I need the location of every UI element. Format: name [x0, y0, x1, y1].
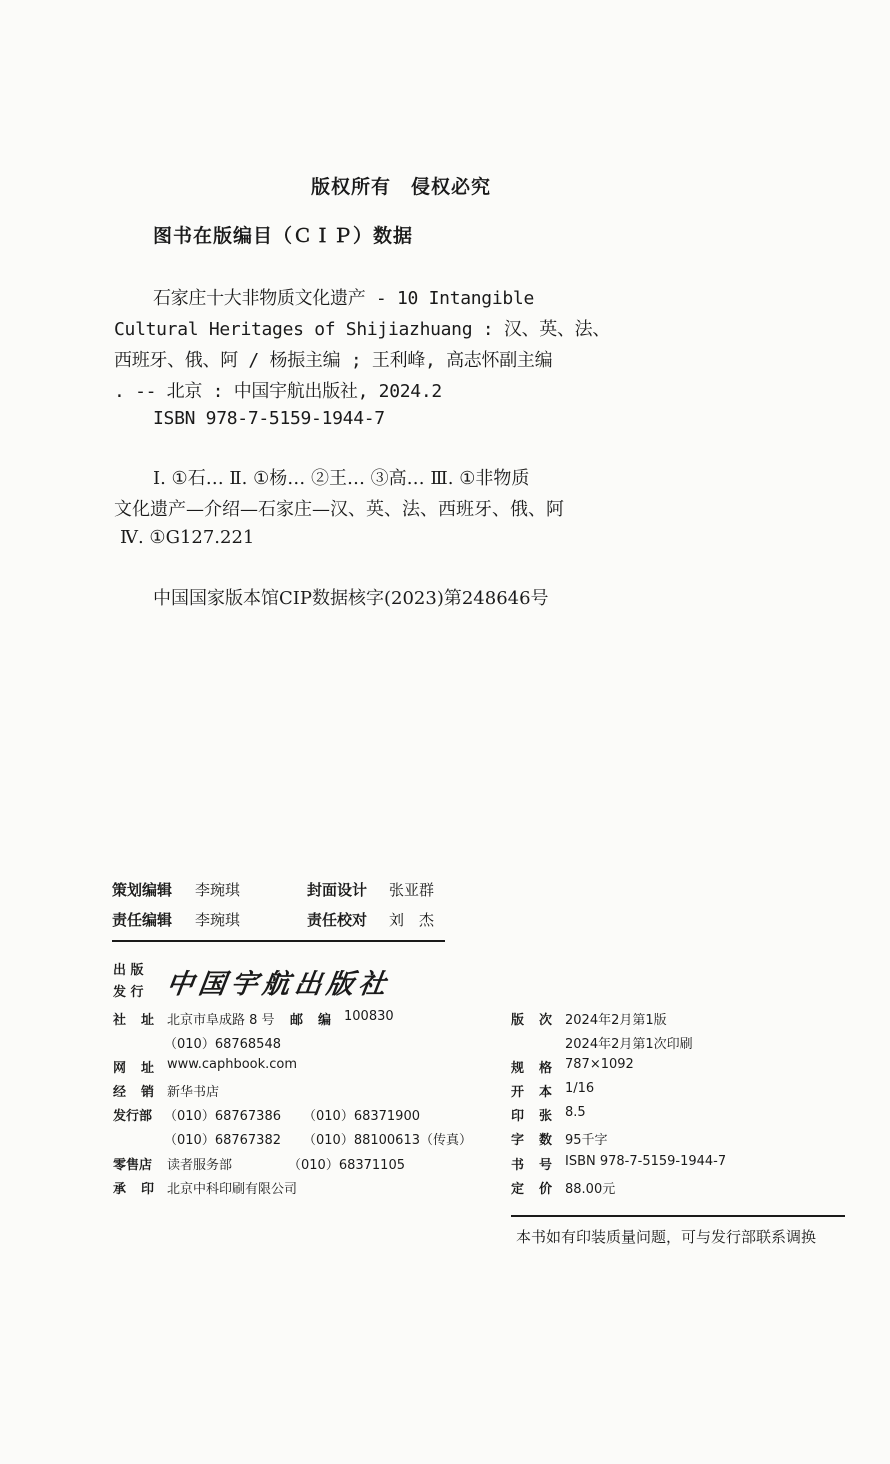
price-label: 定 价 — [511, 1182, 554, 1197]
distributor: 新华书店 — [167, 1085, 220, 1100]
address: 北京市阜成路 8 号 — [167, 1013, 275, 1028]
planning-editor: 李琬琪 — [195, 881, 241, 899]
publish-label: 出 版 — [113, 963, 144, 978]
copyright-notice: 版权所有 侵权必究 — [311, 176, 492, 198]
postcode: 100830 — [344, 1009, 394, 1024]
issue-label: 发 行 — [113, 985, 144, 1000]
retail-label: 零售店 — [113, 1158, 153, 1173]
issue-phone-1: （010）68767386 — [164, 1109, 281, 1124]
cover-design-label: 封面设计 — [307, 881, 368, 899]
responsible-editor-label: 责任编辑 — [112, 911, 173, 929]
book-number-label: 书 号 — [511, 1158, 554, 1173]
printer: 北京中科印刷有限公司 — [167, 1182, 298, 1197]
format-label: 规 格 — [511, 1061, 554, 1076]
publisher-logo: 中国宇航出版社 — [164, 969, 393, 1000]
edition-label: 版 次 — [511, 1013, 554, 1028]
book-number: ISBN 978-7-5159-1944-7 — [565, 1154, 727, 1169]
address-phone: （010）68768548 — [164, 1037, 281, 1052]
printing: 2024年2月第1次印刷 — [565, 1037, 693, 1052]
format: 787×1092 — [565, 1057, 634, 1072]
printer-label: 承 印 — [113, 1182, 156, 1197]
classification-line-2: 文化遗产—介绍—石家庄—汉、英、法、西班牙、俄、阿 — [114, 499, 564, 520]
issue-fax: （010）88100613（传真） — [303, 1133, 472, 1148]
postcode-label: 邮 编 — [290, 1013, 333, 1028]
word-count: 95千字 — [565, 1133, 608, 1148]
editors-divider — [112, 940, 445, 942]
retail-phone: （010）68371105 — [288, 1158, 405, 1173]
cip-heading: 图书在版编目（ＣＩＰ）数据 — [153, 225, 414, 247]
issue-dept-label: 发行部 — [113, 1109, 153, 1124]
edition: 2024年2月第1版 — [565, 1013, 667, 1028]
cip-verification-number: 中国国家版本馆CIP数据核字(2023)第248646号 — [153, 588, 549, 609]
address-label: 社 址 — [113, 1013, 156, 1028]
classification-line-3: Ⅳ. ①G127.221 — [120, 527, 255, 548]
word-count-label: 字 数 — [511, 1133, 554, 1148]
website-label: 网 址 — [113, 1061, 156, 1076]
sheets: 8.5 — [565, 1105, 586, 1120]
responsible-editor: 李琬琪 — [195, 911, 241, 929]
classification-line-1: Ⅰ. ①石… Ⅱ. ①杨… ②王… ③高… Ⅲ. ①非物质 — [153, 468, 530, 489]
cip-entry-line-1: 石家庄十大非物质文化遗产 - 10 Intangible — [153, 288, 534, 309]
planning-editor-label: 策划编辑 — [112, 881, 173, 899]
folio-label: 开 本 — [511, 1085, 554, 1100]
retail: 读者服务部 — [167, 1158, 233, 1173]
folio: 1/16 — [565, 1081, 595, 1096]
issue-phone-2: （010）68371900 — [303, 1109, 420, 1124]
notice-divider — [511, 1215, 845, 1217]
cip-entry-line-3: 西班牙、俄、阿 / 杨振主编 ; 王利峰, 高志怀副主编 — [114, 350, 553, 371]
distributor-label: 经 销 — [113, 1085, 156, 1100]
issue-phone-3: （010）68767382 — [164, 1133, 281, 1148]
quality-notice: 本书如有印装质量问题，可与发行部联系调换 — [516, 1228, 817, 1246]
cip-entry-line-2: Cultural Heritages of Shijiazhuang : 汉、英、法、 — [114, 319, 611, 340]
sheets-label: 印 张 — [511, 1109, 554, 1124]
cover-designer: 张亚群 — [389, 881, 435, 899]
cip-isbn: ISBN 978-7-5159-1944-7 — [153, 408, 385, 429]
website: www.caphbook.com — [167, 1057, 298, 1072]
price: 88.00元 — [565, 1182, 616, 1197]
proofreader-label: 责任校对 — [307, 911, 368, 929]
proofreader: 刘 杰 — [389, 911, 435, 929]
cip-entry-line-4: . -- 北京 : 中国宇航出版社, 2024.2 — [114, 381, 442, 402]
